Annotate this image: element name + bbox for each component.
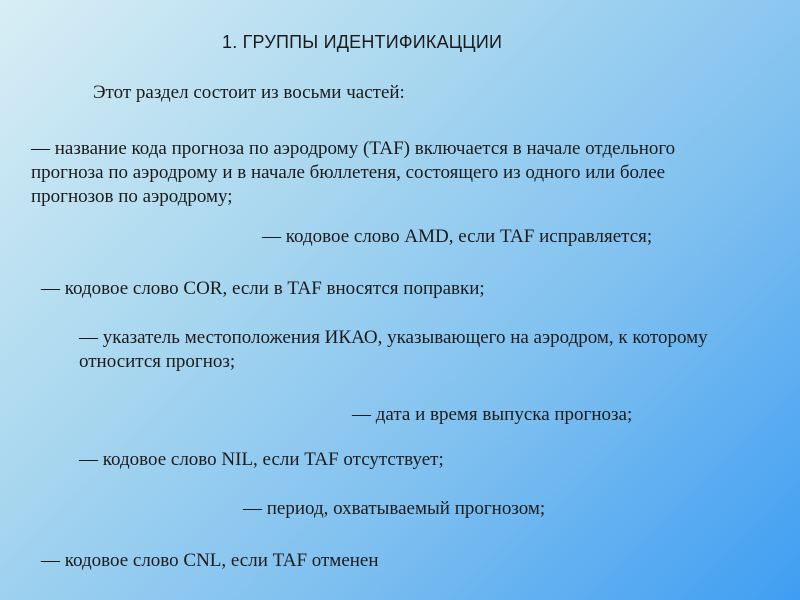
list-item-cor: — кодовое слово COR, если в TAF вносятся поправки; [41, 278, 485, 299]
list-item-period: — период, охватываемый прогнозом; [243, 498, 546, 519]
list-item-datetime: — дата и время выпуска прогноза; [352, 404, 633, 425]
list-item-nil: — кодовое слово NIL, если TAF отсутствует; [79, 449, 444, 470]
intro-text: Этот раздел состоит из восьми частей: [93, 82, 405, 103]
list-item-taf-name: — название кода прогноза по аэродрому (TAF) включается в начале отдельного прогноза по аэродрому и в начале бюллетеня, состоящего из одного или более прогнозов по аэродрому; [31, 138, 676, 207]
slide-title: 1. ГРУППЫ ИДЕНТИФИКАЦЦИИ [222, 32, 503, 52]
list-item-icao: — указатель местоположения ИКАО, указывающего на аэродром, к которому относится прогноз; [79, 327, 708, 372]
list-item-cnl: — кодовое слово CNL, если TAF отменен [41, 550, 379, 571]
list-item-amd: — кодовое слово AMD, если TAF исправляется; [262, 226, 653, 247]
